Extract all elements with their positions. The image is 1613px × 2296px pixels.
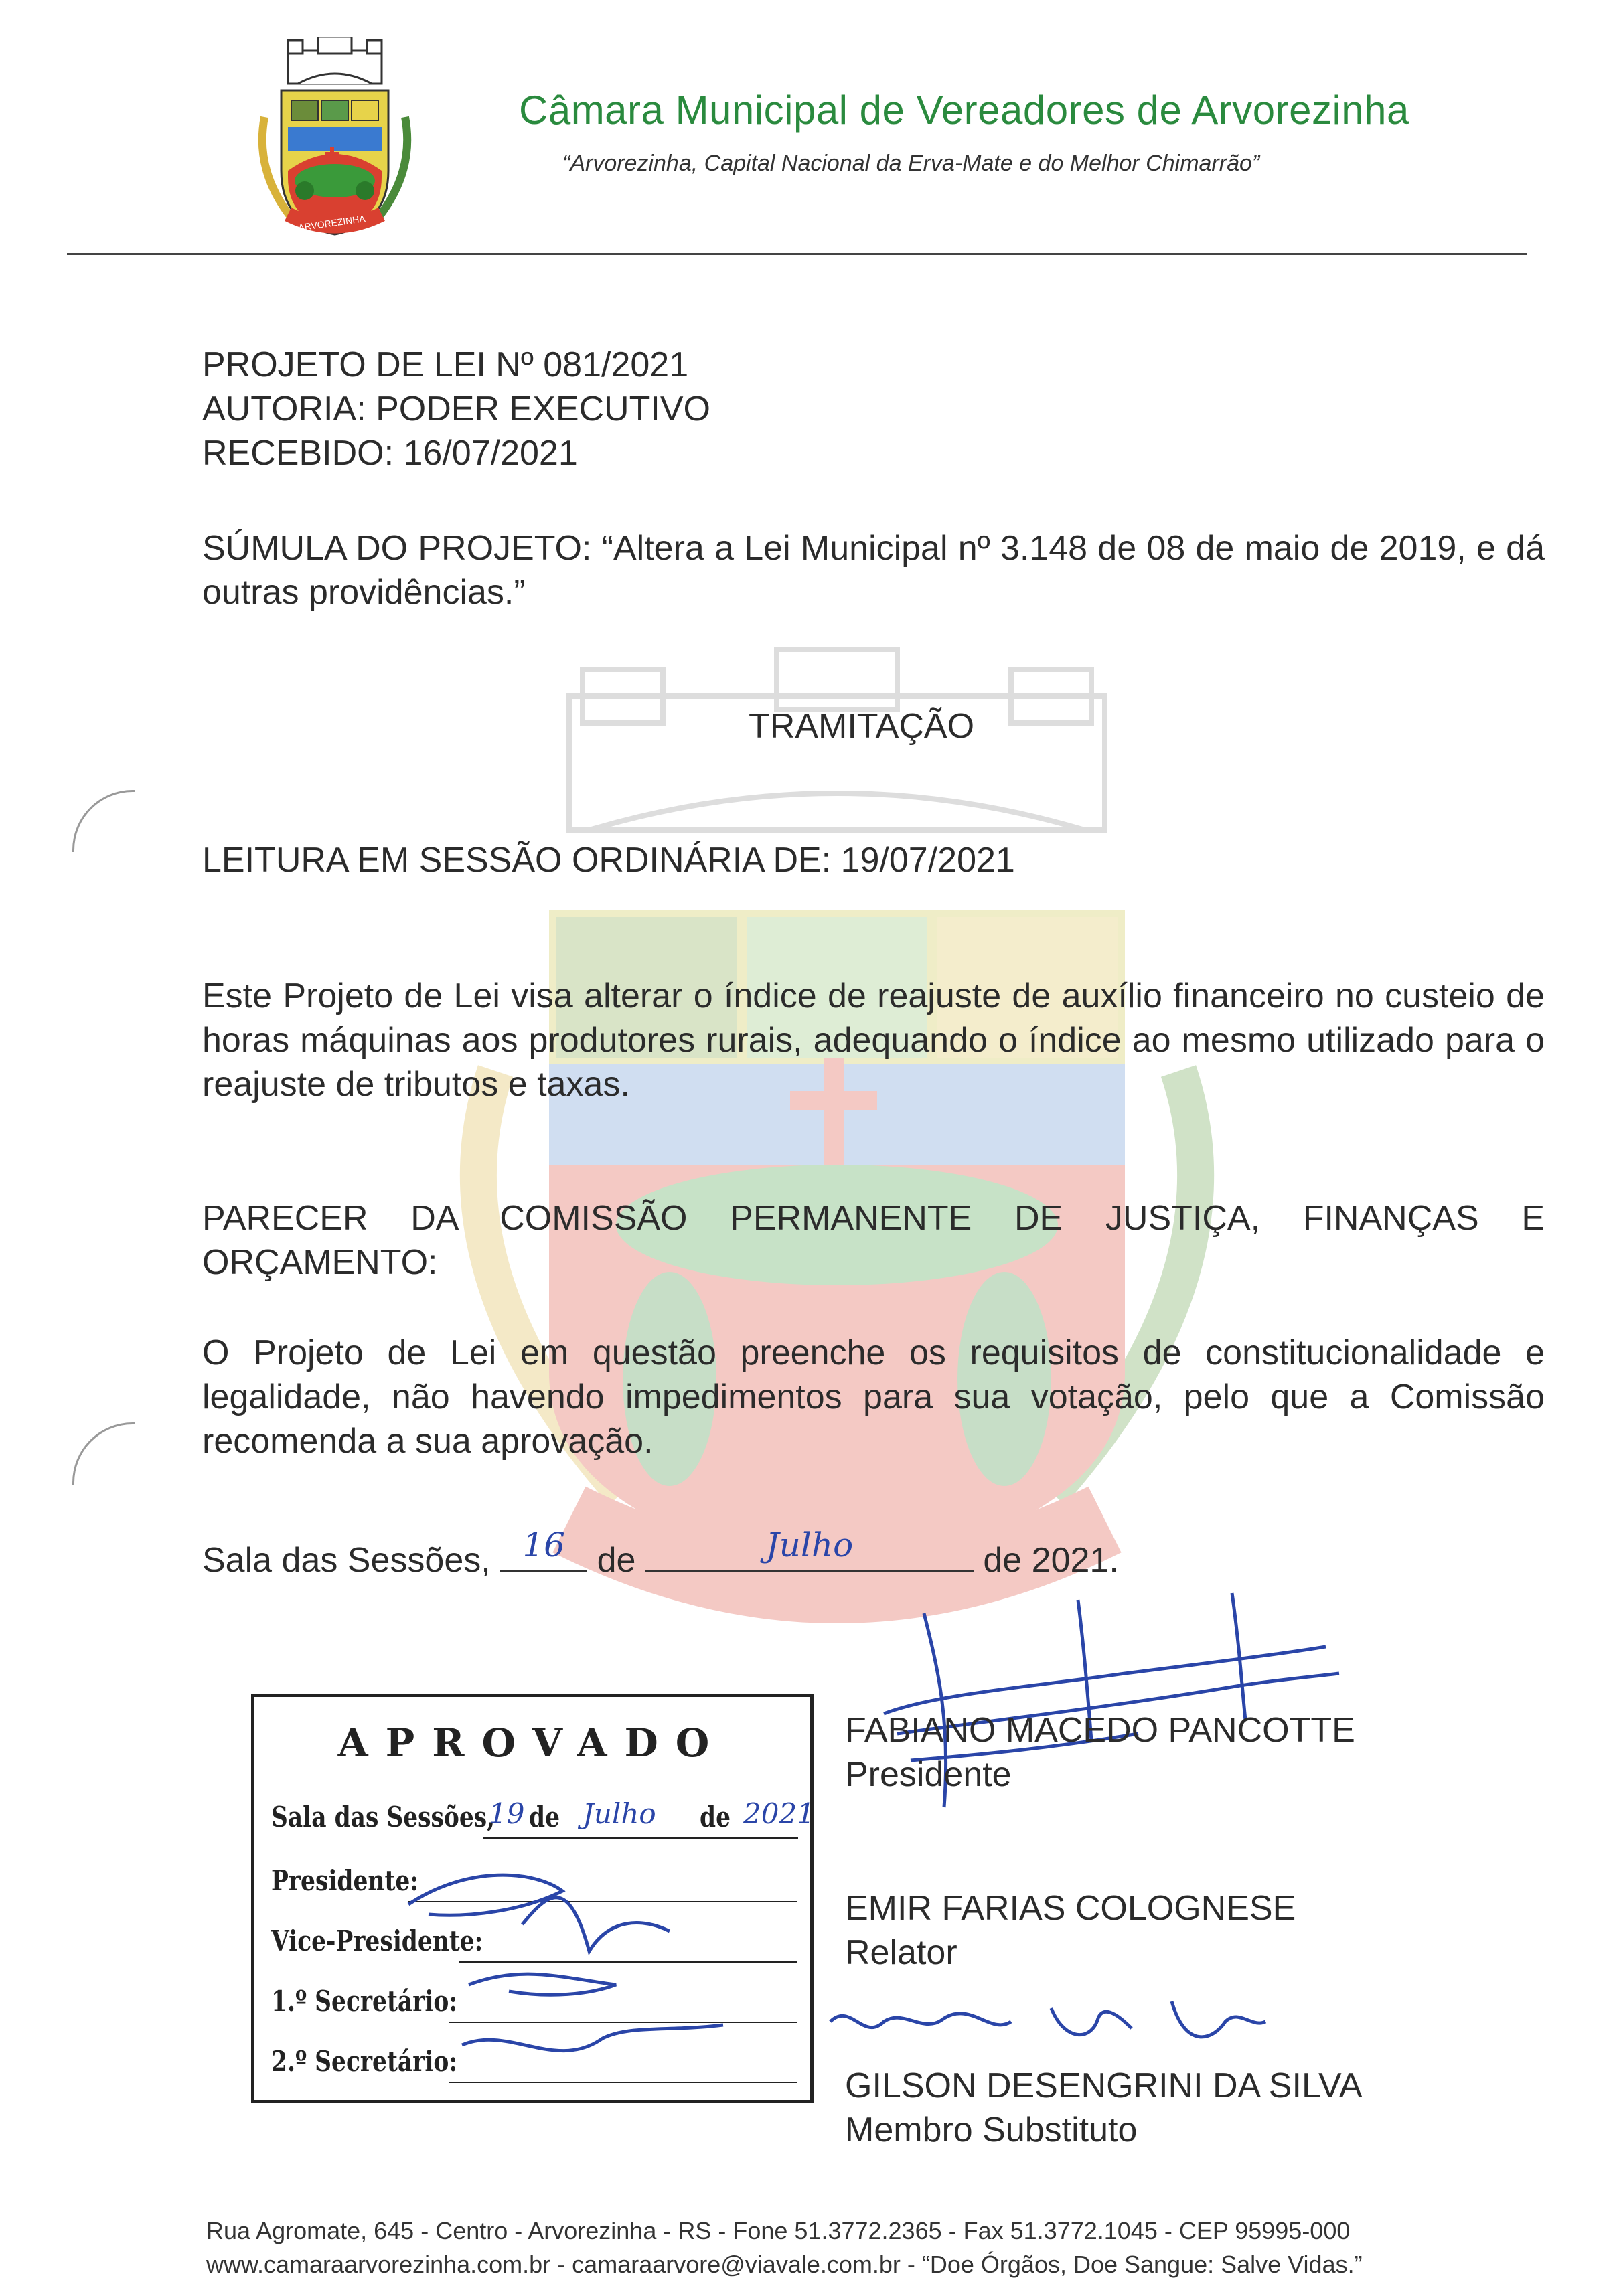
crest-logo [251,37,418,241]
chamber-title: Câmara Municipal de Vereadores de Arvorezinha [519,88,1409,133]
date-day-blank [500,1526,587,1572]
date-month-blank [645,1526,974,1572]
committee-opinion-heading: PARECER DA COMISSÃO PERMANENTE DE JUSTIÇA, FINANÇAS E ORÇAMENTO: [202,1199,1545,1282]
crest-watermark [402,636,1272,1640]
session-date-line [202,1526,1119,1582]
stamp-signatures [388,1851,817,2105]
date-prefix: Sala das Sessões, [202,1541,491,1580]
signatory-role-relator: Relator [845,1933,957,1972]
stamp-session-month: Julho [583,1797,656,1830]
project-received: RECEBIDO: 16/07/2021 [202,434,578,473]
stamp-title: APROVADO [337,1720,727,1766]
crest-ribbon-text: ARVOREZINHA [297,213,366,233]
punch-hole-mark [72,1422,135,1485]
date-day-handwritten: 16 [522,1526,565,1564]
tramitacao-heading: TRAMITAÇÃO [749,707,975,746]
stamp-session-year: 2021 [743,1797,815,1830]
footer-address: Rua Agromate, 645 - Centro - Arvorezinha - RS - Fone 51.3772.2365 - Fax 51.3772.1045 - CEP 95995-000 [206,2217,1351,2244]
stamp-de-2: de [700,1801,731,1833]
stamp-role-first-secretary: 1.º Secretário: [271,1985,458,2018]
project-description: Este Projeto de Lei visa alterar o índice de reajuste de auxílio financeiro no custeio de horas máquinas aos produtores rurais, adequando o índice ao mesmo utilizado para o reajuste de tributos e taxas. [202,977,1545,1104]
stamp-session-label: Sala das Sessões, [271,1801,495,1833]
footer-contact: www.camaraarvorezinha.com.br - camaraarvore@viavale.com.br - “Doe Órgãos, Doe Sangue: Salve Vidas.” [206,2250,1363,2278]
chamber-motto: “Arvorezinha, Capital Nacional da Erva-Mate e do Melhor Chimarrão” [562,151,1260,176]
signatory-name-member: GILSON DESENGRINI DA SILVA [845,2066,1363,2105]
date-month-handwritten: Julho [765,1526,854,1564]
signatory-name-president: FABIANO MACEDO PANCOTTE [845,1711,1355,1750]
date-connector: de [597,1541,636,1580]
date-suffix: de 2021. [983,1541,1119,1580]
reading-session: LEITURA EM SESSÃO ORDINÁRIA DE: 19/07/2021 [202,841,1015,880]
committee-opinion-text: O Projeto de Lei em questão preenche os requisitos de constitucionalidade e legalidade, não havendo impedimentos para sua votação, pelo que a Comissão recomenda a sua aprovação. [202,1333,1545,1461]
approval-stamp [251,1694,814,2103]
header-divider [67,253,1527,255]
project-number: PROJETO DE LEI Nº 081/2021 [202,345,689,384]
project-summary: SÚMULA DO PROJETO: “Altera a Lei Municipal nº 3.148 de 08 de maio de 2019, e dá outras providências.” [202,529,1545,612]
signatory-role-member: Membro Substituto [845,2111,1138,2149]
stamp-role-president: Presidente: [271,1864,419,1897]
stamp-session-day: 19 [489,1797,525,1830]
stamp-role-second-secretary: 2.º Secretário: [271,2045,458,2078]
member-signature [810,1981,1272,2062]
stamp-de-1: de [529,1801,560,1833]
project-author: AUTORIA: PODER EXECUTIVO [202,390,710,428]
signatory-role-president: Presidente [845,1755,1012,1794]
punch-hole-mark [72,790,135,852]
stamp-role-vice-president: Vice-Presidente: [271,1924,483,1957]
signatory-name-relator: EMIR FARIAS COLOGNESE [845,1889,1296,1928]
